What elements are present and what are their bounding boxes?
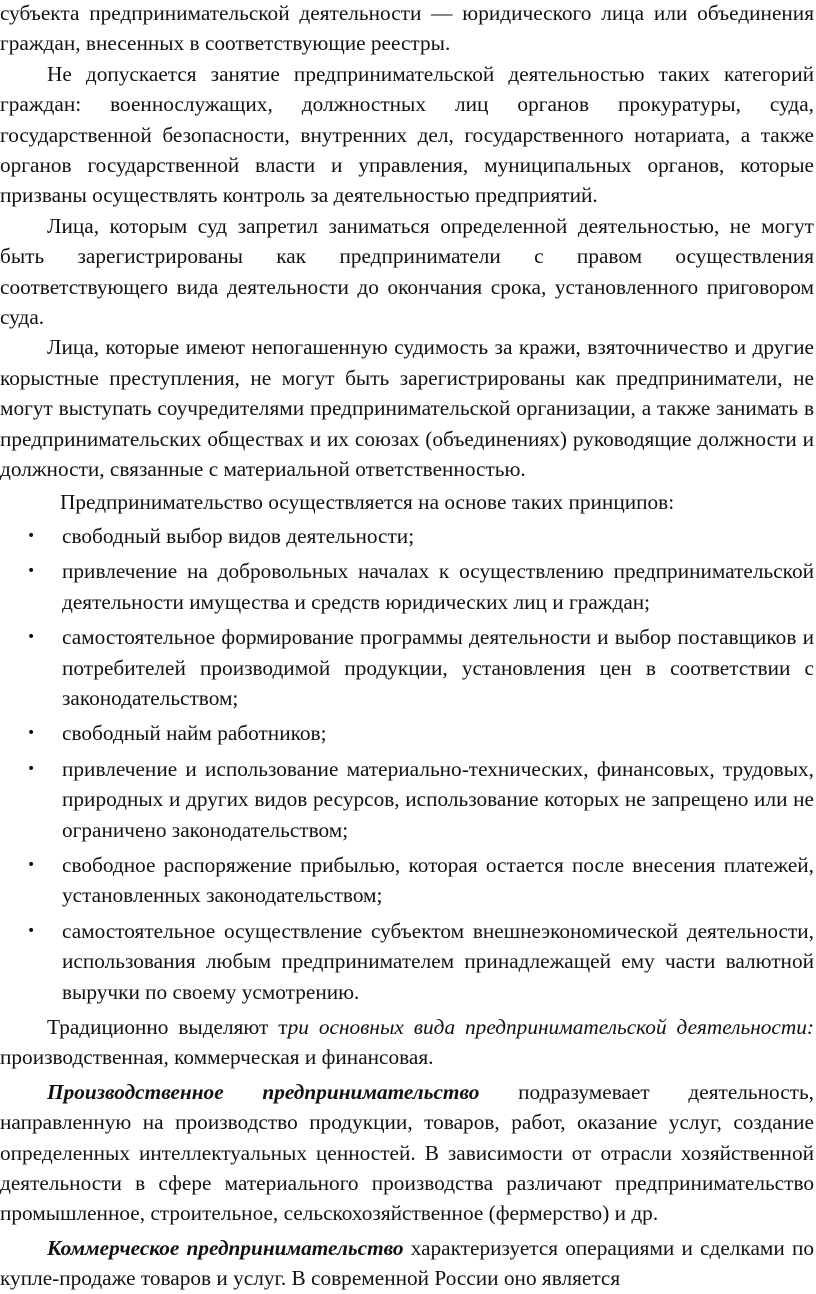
list-item: • самостоятельное осуществление субъектом внешнеэкономической деятельности, использования любым предпринимателем принадлежащей ему части валютной выручки по своему усмотрению. <box>0 916 814 1007</box>
paragraph-production: Производственное предпринимательство подразумевает деятельность, направленную на производство продукции, товаров, работ, оказание услуг, создание определенных интеллектуальных ценностей. В зависимости от отрасли хозяйственной деятельности в сфере материального производства различают предпринимательство промышленное, строительное, сельскохозяйственное (фермерство) и др. <box>0 1079 814 1226</box>
production-term: Производственное предпринимательство <box>47 1079 480 1104</box>
paragraph-court-ban: Лица, которым суд запретил заниматься определенной деятельностью, не могут быть зарегистрированы как предприниматели с правом осуществления соответствующего вида деятельности до окончания срока, установленного приговором суда. <box>0 213 814 330</box>
bullet-icon: • <box>27 760 36 777</box>
types-emphasis: ри основных вида предпринимательской деятельности: <box>287 1015 814 1039</box>
commercial-term: Коммерческое предпринимательство <box>47 1235 404 1260</box>
bullet-icon: • <box>27 856 36 873</box>
list-item: • свободный найм работников; <box>0 718 814 748</box>
principles-intro: Предпринимательство осуществляется на основе таких принципов: <box>60 489 675 514</box>
paragraph-registration: субъекта предпринимательской деятельности — юридического лица или объединения граждан, внесенных в соответствующие реестры. <box>0 1 814 56</box>
bullet-icon: • <box>27 922 36 939</box>
paragraph-commercial: Коммерческое предпринимательство характеризуется операциями и сделками по купле-продаже товаров и услуг. В современной России оно является <box>0 1235 814 1291</box>
list-item: • свободное распоряжение прибылью, которая остается после внесения платежей, установленных законодательством; <box>0 850 814 911</box>
list-item: • самостоятельное формирование программы деятельности и выбор поставщиков и потребителей производимой продукции, установления цен в соответствии с законодательством; <box>0 622 814 713</box>
paragraph-types: Традиционно выделяют три основных вида предпринимательской деятельности: производственная, коммерческая и финансовая. <box>0 1015 814 1070</box>
paragraph-criminal-record: Лица, которые имеют непогашенную судимость за кражи, взяточничество и другие корыстные преступления, не могут быть зарегистрированы как предприниматели, не могут выступать соучредителями предпринимательской организации, а также занимать в предпринимательских обществах и их союзах (объединениях) руководящие должности и должности, связанные с материальной ответственностью. <box>0 335 814 482</box>
list-item: • привлечение на добровольных началах к осуществлению предпринимательской деятельности имущества и средств юридических лиц и граждан; <box>0 556 814 617</box>
bullet-icon: • <box>27 725 36 742</box>
bullet-icon: • <box>27 629 36 646</box>
list-item: • привлечение и использование материально-технических, финансовых, трудовых, природных и других видов ресурсов, использование которых не запрещено или не ограничено законодательством; <box>0 754 814 845</box>
bullet-icon: • <box>27 563 36 580</box>
paragraph-prohibited-categories: Не допускается занятие предпринимательской деятельностью таких категорий граждан: военнослужащих, должностных лиц органов прокуратуры, суда, государственной безопасности, внутренних дел, государственного нотариата, а также органов государственной власти и управления, муниципальных органов, которые призваны осуществлять контроль за деятельностью предприятий. <box>0 61 814 208</box>
list-item: • свободный выбор видов деятельности; <box>0 521 814 551</box>
principles-list <box>0 521 814 1007</box>
bullet-icon: • <box>27 527 36 544</box>
